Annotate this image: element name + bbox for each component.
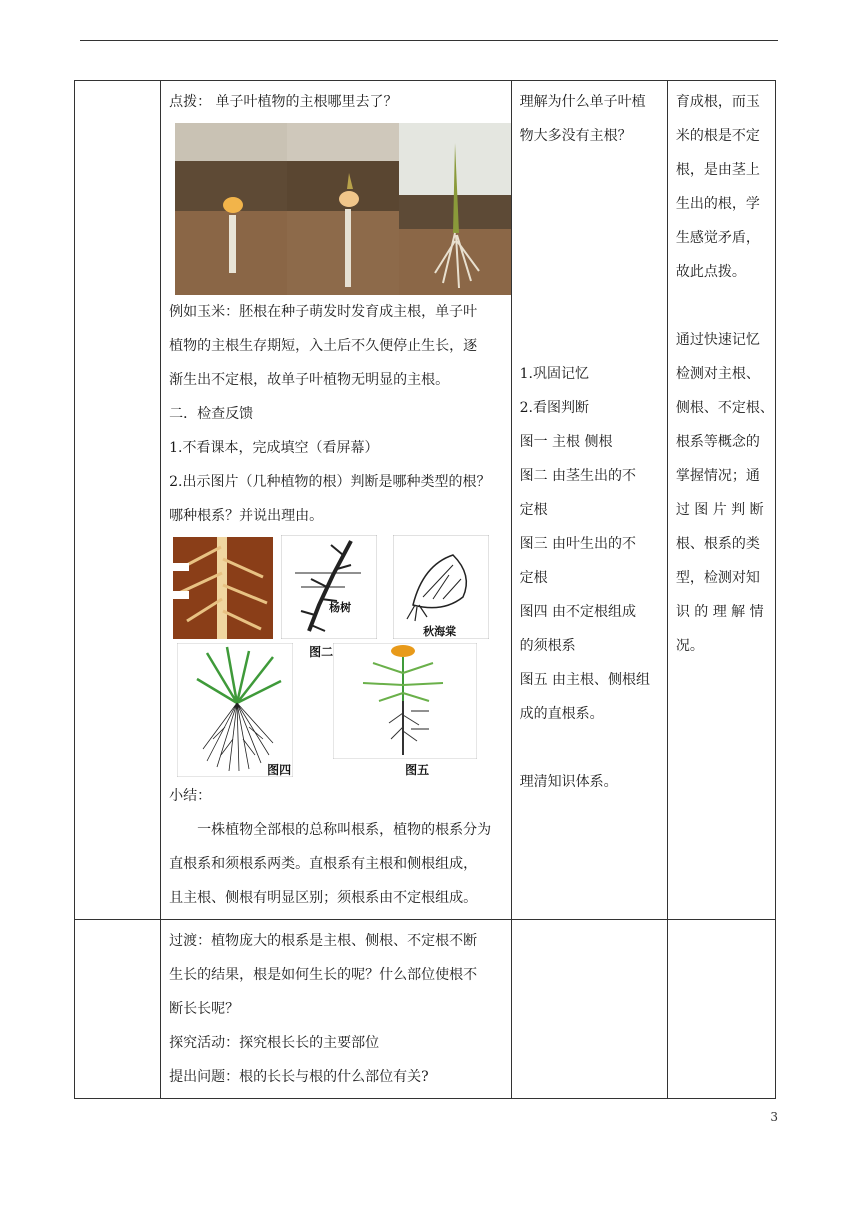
intent-text-line: 通过快速记忆 xyxy=(675,332,760,348)
transition-line: 断长长呢？ xyxy=(169,1001,240,1017)
root-figures xyxy=(171,533,505,779)
teacher-activity-cell xyxy=(161,81,512,920)
student-text-line: 理解为什么单子叶植 xyxy=(519,94,646,110)
intent-text-line: 况。 xyxy=(675,638,704,654)
intent-text-line: 掌握情况；通 xyxy=(675,468,760,484)
student-text-line: 图五 由主根、侧根组 xyxy=(519,672,651,688)
seedling-photo-1 xyxy=(175,123,287,295)
student-text-line: 定根 xyxy=(519,502,548,518)
intent-text-line: 识 的 理 解 情 xyxy=(675,604,764,620)
student-text-line: 图一 主根 侧根 xyxy=(519,434,613,450)
question-line: 提出问题：根的长长与根的什么部位有关? xyxy=(169,1069,429,1085)
transition-line: 过渡：植物庞大的根系是主根、侧根、不定根不断 xyxy=(169,933,478,949)
intent-text-line: 生出的根，学 xyxy=(675,196,760,212)
table-row xyxy=(75,81,776,920)
student-text-line: 图三 由叶生出的不 xyxy=(519,536,637,552)
lesson-table xyxy=(74,80,776,1099)
question-1: 1.不看课本，完成填空（看屏幕） xyxy=(169,440,379,456)
poplar-label: 杨树 xyxy=(329,601,352,614)
summary-title: 小结： xyxy=(169,788,212,804)
table-row xyxy=(75,920,776,1099)
summary-line: 且主根、侧根有明显区别；须根系由不定根组成。 xyxy=(169,890,478,906)
intent-text-line: 型，检测对知 xyxy=(675,570,760,586)
hint-text: 点拨： 单子叶植物的主根哪里去了？ xyxy=(169,94,398,110)
intent-text-line: 育成根，而玉 xyxy=(675,94,760,110)
figure-5-label: 图五 xyxy=(405,763,430,777)
student-text-line: 图二 由茎生出的不 xyxy=(519,468,637,484)
intent-text-line: 根系等概念的 xyxy=(675,434,760,450)
figure-1-taproot-photo xyxy=(173,537,273,639)
intent-text-line: 故此点拨。 xyxy=(675,264,746,280)
student-text-line: 成的直根系。 xyxy=(519,706,604,722)
transition-line: 生长的结果，根是如何生长的呢？什么部位使根不 xyxy=(169,967,478,983)
figure-4-label: 图四 xyxy=(267,763,292,777)
question-2: 哪种根系？并说出理由。 xyxy=(169,508,324,524)
question-2: 2.出示图片（几种植物的根）判断是哪种类型的根？ xyxy=(169,474,491,490)
section-heading: 二．检查反馈 xyxy=(169,406,254,422)
page-number: 3 xyxy=(770,1110,778,1124)
figure-2-label: 图二 xyxy=(309,645,334,659)
intent-text-line: 根、根系的类 xyxy=(675,536,760,552)
begonia-label: 秋海棠 xyxy=(423,625,457,638)
stage-cell xyxy=(75,920,161,1099)
stage-cell xyxy=(75,81,161,920)
figure-5-taproot-drawing xyxy=(333,643,477,759)
student-text-line: 图四 由不定根组成 xyxy=(519,604,637,620)
header-rule xyxy=(80,40,778,41)
example-line: 渐生出不定根，故单子叶植物无明显的主根。 xyxy=(169,372,450,388)
student-text-line: 物大多没有主根？ xyxy=(519,128,632,144)
activity-line: 探究活动：探究根长长的主要部位 xyxy=(169,1035,380,1051)
summary-line: 一株植物全部根的总称叫根系，植物的根系分为 xyxy=(197,822,492,838)
seedling-photo-2 xyxy=(287,123,399,295)
seedling-photo-3 xyxy=(399,123,511,295)
intent-text-line: 生感觉矛盾， xyxy=(675,230,760,246)
intent-text-line: 过 图 片 判 断 xyxy=(675,502,764,518)
intent-text-line: 根，是由茎上 xyxy=(675,162,760,178)
teacher-activity-cell xyxy=(161,920,512,1099)
corn-seedling-photos xyxy=(175,123,511,295)
intent-text-line: 米的根是不定 xyxy=(675,128,760,144)
student-text-line: 定根 xyxy=(519,570,548,586)
design-intent-cell xyxy=(667,920,775,1099)
example-line: 植物的主根生存期短，入土后不久便停止生长，逐 xyxy=(169,338,478,354)
design-intent-cell xyxy=(667,81,775,920)
summary-line: 直根系和须根系两类。直根系有主根和侧根组成， xyxy=(169,856,478,872)
student-text-line: 的须根系 xyxy=(519,638,576,654)
intent-text-line: 侧根、不定根、 xyxy=(675,400,774,416)
student-text-line: 理清知识体系。 xyxy=(519,774,618,790)
example-line: 例如玉米：胚根在种子萌发时发育成主根，单子叶 xyxy=(169,304,478,320)
student-text-line: 1.巩固记忆 xyxy=(519,366,589,382)
student-text-line: 2.看图判断 xyxy=(519,400,589,416)
student-activity-cell xyxy=(511,81,667,920)
intent-text-line: 检测对主根、 xyxy=(675,366,760,382)
student-activity-cell xyxy=(511,920,667,1099)
